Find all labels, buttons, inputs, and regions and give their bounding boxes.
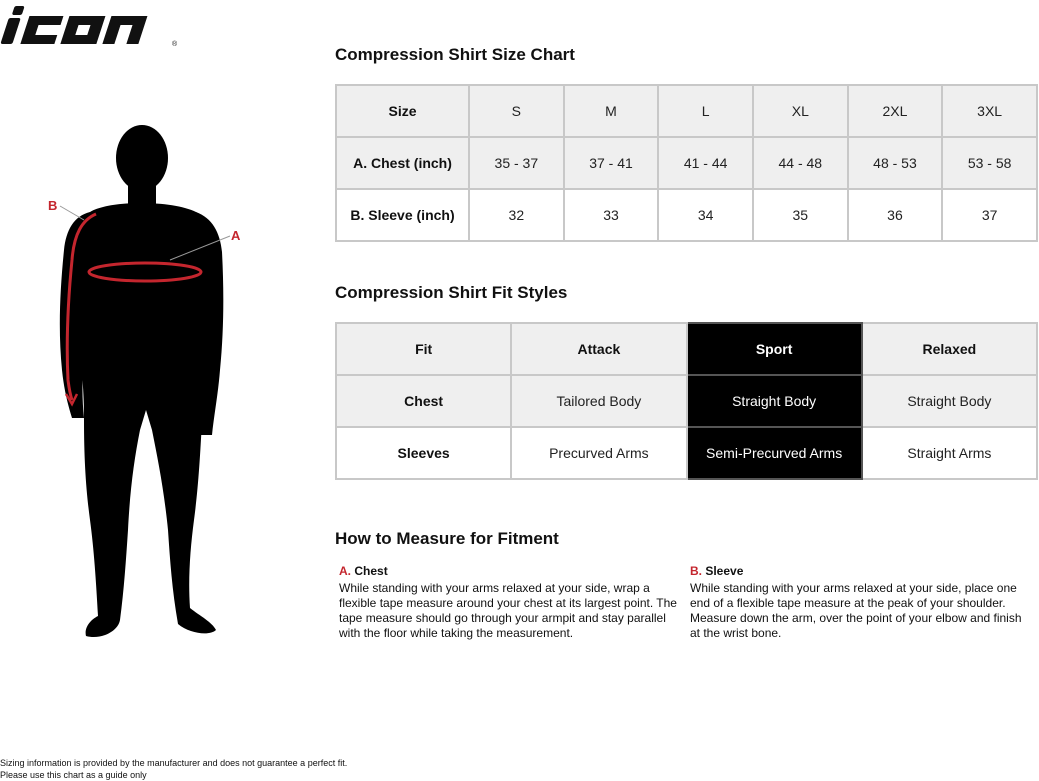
fit-chest-label: Chest [336, 375, 511, 427]
disclaimer-footer [0, 757, 347, 781]
measure-sleeve-block [690, 564, 1030, 641]
body-silhouette-figure [40, 120, 250, 650]
measure-chest-block [339, 564, 679, 641]
fit-header-label: Fit [336, 323, 511, 375]
chest-row-label: A. Chest (inch) [336, 137, 469, 189]
sleeve-cell: 36 [848, 189, 943, 241]
fit-sport-header: Sport [687, 323, 862, 375]
fit-styles-title: Compression Shirt Fit Styles [335, 283, 568, 302]
size-xl: XL [753, 85, 848, 137]
registered-mark: ® [172, 41, 178, 48]
fit-relaxed-header: Relaxed [862, 323, 1037, 375]
measure-chest-text: While standing with your arms relaxed at your side, wrap a flexible tape measure around your chest at its largest point. The tape measure should go through your armpit and stay parallel with the floor while taking the measurement. [339, 581, 677, 640]
fit-cell: Tailored Body [511, 375, 686, 427]
body-silhouette-icon [40, 120, 250, 645]
size-s: S [469, 85, 564, 137]
disclaimer-line-2: Please use this chart as a guide only [0, 770, 147, 780]
fit-header-row [336, 323, 1037, 375]
fit-cell: Straight Arms [862, 427, 1037, 479]
label-b: B [48, 198, 58, 213]
fit-cell: Straight Body [862, 375, 1037, 427]
chest-cell: 41 - 44 [658, 137, 753, 189]
size-l: L [658, 85, 753, 137]
sleeve-cell: 33 [564, 189, 659, 241]
sleeve-row [336, 189, 1037, 241]
label-b-leader [60, 206, 84, 220]
measure-chest-heading [339, 564, 679, 579]
chest-cell: 37 - 41 [564, 137, 659, 189]
size-chart-title: Compression Shirt Size Chart [335, 45, 575, 64]
chest-cell: 53 - 58 [942, 137, 1037, 189]
fit-styles-table [335, 322, 1038, 480]
size-m: M [564, 85, 659, 137]
measure-title: How to Measure for Fitment [335, 529, 559, 548]
sleeve-cell: 32 [469, 189, 564, 241]
brand-logo-icon [0, 2, 185, 50]
measure-sleeve-letter: B. [690, 564, 702, 578]
chest-row [336, 137, 1037, 189]
label-a: A [231, 228, 241, 243]
chest-cell: 48 - 53 [848, 137, 943, 189]
sleeve-cell: 37 [942, 189, 1037, 241]
chest-cell: 35 - 37 [469, 137, 564, 189]
fit-sleeves-row [336, 427, 1037, 479]
disclaimer-line-1: Sizing information is provided by the manufacturer and does not guarantee a perfect fit. [0, 758, 348, 768]
size-chart-table [335, 84, 1038, 242]
size-header-label: Size [336, 85, 469, 137]
sleeve-cell: 34 [658, 189, 753, 241]
fit-cell-highlighted: Straight Body [687, 375, 862, 427]
fit-attack-header: Attack [511, 323, 686, 375]
fit-cell: Precurved Arms [511, 427, 686, 479]
fit-cell-highlighted: Semi-Precurved Arms [687, 427, 862, 479]
size-2xl: 2XL [848, 85, 943, 137]
fit-chest-row [336, 375, 1037, 427]
measure-sleeve-text: While standing with your arms relaxed at your side, place one end of a flexible tape measure at the peak of your shoulder. Measure down the arm, over the point of your elbow and finish at the wrist bone. [690, 581, 1022, 640]
measure-sleeve-heading [690, 564, 1030, 579]
measure-chest-letter: A. [339, 564, 351, 578]
size-header-row [336, 85, 1037, 137]
measure-sleeve-name: Sleeve [705, 564, 744, 578]
fit-sleeves-label: Sleeves [336, 427, 511, 479]
size-3xl: 3XL [942, 85, 1037, 137]
chest-cell: 44 - 48 [753, 137, 848, 189]
sleeve-row-label: B. Sleeve (inch) [336, 189, 469, 241]
measure-chest-name: Chest [354, 564, 388, 578]
brand-logo [0, 2, 185, 55]
sleeve-cell: 35 [753, 189, 848, 241]
